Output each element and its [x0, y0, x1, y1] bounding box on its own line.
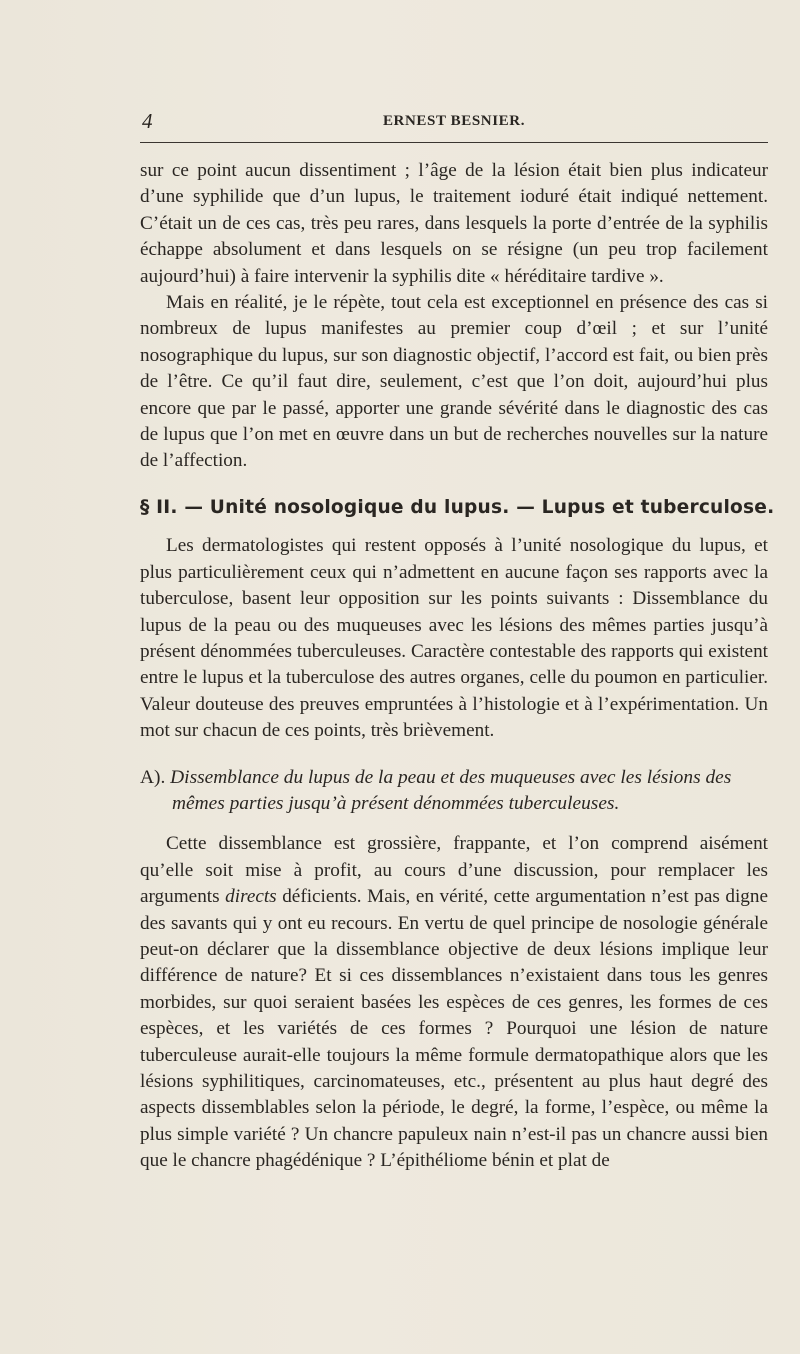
running-head: ERNEST BESNIER.: [382, 113, 526, 129]
subsection-heading: [140, 765, 768, 818]
header-rule: [140, 142, 768, 143]
subsection-label: A).: [140, 766, 166, 788]
paragraph: Les dermatologistes qui restent opposés à l’unité nosologique du lupus, et plus particulièrement ceux qui n’admettent en aucune façon ses rapports avec la tuberculose, basent leur opposition sur les points suivants : Dissemblance du lupus de la peau ou des muqueuses avec les lésions des mêmes parties jusqu’à présent dénommées tuberculeuses. Caractère contestable des rapports qui existent entre le lupus et la tuberculose des autres organes, celle du poumon en particulier. Valeur douteuse des preuves empruntées à l’histologie et à l’expérimentation. Un mot sur chacun de ces points, très brièvement.: [140, 535, 768, 742]
paragraph-continuation: sur ce point aucun dissentiment ; l’âge de la lésion était bien plus indicateur d’une syphilide que d’un lupus, le traitement ioduré était indiqué nettement. C’était un de ces cas, très peu rares, dans lesquels la porte d’entrée de la syphilis échappe absolument et dans lesquels on se résigne (un peu trop facilement aujourd’hui) à faire intervenir la syphilis dite « héréditaire tardive ».: [140, 160, 768, 287]
paragraph: Mais en réalité, je le répète, tout cela est exceptionnel en présence des cas si nombreux de lupus manifestes au premier coup d’œil ; et sur l’unité nosographique du lupus, sur son diagnostic objectif, l’accord est fait, ou bien près de l’être. Ce qu’il faut dire, seulement, c’est que l’on doit, aujourd’hui plus encore que par le passé, apporter une grande sévérité dans le diagnostic des cas de lupus que l’on met en œuvre dans un but de recherches nouvelles sur la nature de l’affection.: [140, 292, 768, 472]
emphasis: directs: [225, 886, 277, 908]
paragraph-text: déficients. Mais, en vérité, cette argumentation n’est pas digne des savants qui y ont eu recours. En vertu de quel principe de nosologie générale peut-on déclarer que la dissemblance objective de deux lésions implique leur différence de nature? Et si ces dissemblances n’existaient dans tous les genres morbides, sur quoi seraient basées les espèces de ces genres, les formes de ces espèces, et les variétés de ces formes ? Pourquoi une lésion de nature tuberculeuse aurait-elle toujours la même formule dermatopathique alors que les lésions syphilitiques, carcinomateuses, etc., présentent au plus haut degré des aspects dissemblables selon la période, le degré, la forme, l’espèce, ou même la plus simple variété ? Un chancre papuleux nain n’est-il pas un chancre aussi bien que le chancre phagédénique ? L’épithéliome bénin et plat de: [140, 886, 768, 1172]
paragraph: [140, 831, 768, 1174]
page-header: [140, 105, 768, 131]
page-number: 4: [142, 109, 153, 133]
body-text: [140, 158, 775, 1175]
paragraph-text: Cette dissemblance est grossière, frappante, et l’on comprend aisément qu’elle soit mise à profit, au cours d’une discussion, pour remplacer les arguments: [140, 833, 768, 908]
section-heading: § II. — Unité nosologique du lupus. — Lupus et tuberculose.: [140, 496, 775, 518]
subsection-title: Dissemblance du lupus de la peau et des muqueuses avec les lésions des mêmes parties jusqu’à présent dénommées tuberculeuses.: [170, 766, 732, 814]
